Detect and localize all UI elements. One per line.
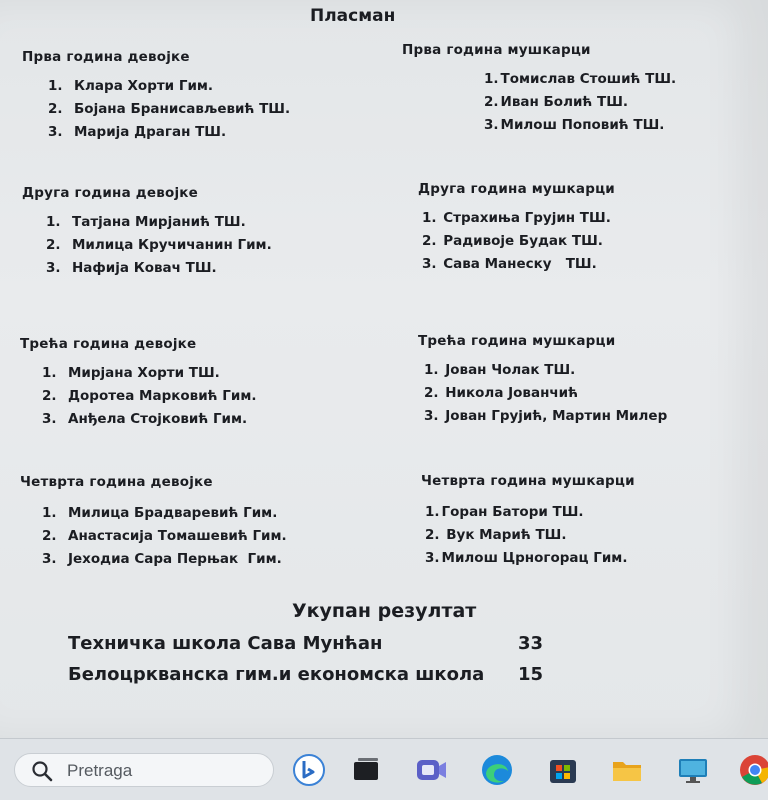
monitor-icon[interactable] <box>676 753 710 787</box>
section-heading: Друга година мушкарци <box>418 181 615 197</box>
school-score: 15 <box>518 664 544 685</box>
section-heading: Четврта година девојке <box>20 474 213 490</box>
list-item: 2. Доротеа Марковић Гим. <box>42 388 257 404</box>
ranking-list <box>422 207 615 276</box>
chrome-icon[interactable] <box>738 753 768 787</box>
list-item: 1. Мирјана Хорти ТШ. <box>42 365 220 381</box>
ranking-list <box>484 68 676 137</box>
list-item: 2. Никола Јованчић <box>424 385 579 401</box>
list-item: 1. Клара Хорти Гим. <box>48 78 214 94</box>
list-item: 2. Вук Марић ТШ. <box>425 527 567 543</box>
ranking-list <box>425 501 635 570</box>
results-title: Укупан резултат <box>292 600 477 622</box>
list-item: 3. Милош Црногорац Гим. <box>425 550 628 566</box>
section-heading: Трећа година девојке <box>20 336 197 352</box>
ranking-list <box>42 362 257 431</box>
school-score: 33 <box>518 633 544 654</box>
section-heading: Четврта година мушкарци <box>421 473 635 489</box>
result-row <box>68 664 548 690</box>
task-view-icon[interactable] <box>349 753 383 787</box>
page-title: Пласман <box>310 6 396 26</box>
list-item: 1. Јован Чолак ТШ. <box>424 362 576 378</box>
edge-icon[interactable] <box>480 753 514 787</box>
school-name: Техничка школа Сава Мунћан <box>68 633 383 654</box>
section-heading: Прва година мушкарци <box>402 42 591 58</box>
list-item: 2. Милица Кручичанин Гим. <box>46 237 272 253</box>
list-item: 3. Сава Манеску ТШ. <box>422 256 597 272</box>
section-fourth-year-girls <box>20 474 287 571</box>
section-first-year-boys <box>402 42 676 137</box>
search-placeholder: Pretraga <box>67 761 133 780</box>
section-third-year-boys <box>418 333 667 428</box>
teams-icon[interactable] <box>414 753 448 787</box>
list-item: 3. Нафија Ковач ТШ. <box>46 260 217 276</box>
file-explorer-icon[interactable] <box>610 753 644 787</box>
list-item: 3. Марија Драган ТШ. <box>48 124 227 140</box>
school-name: Белоцркванска гим.и економска школа <box>68 664 485 685</box>
ranking-list <box>48 75 290 144</box>
list-item: 1. Милица Брадваревић Гим. <box>42 505 278 521</box>
taskbar-search-box[interactable] <box>14 753 274 787</box>
list-item: 1. Татјана Мирјанић ТШ. <box>46 214 246 230</box>
list-item: 1. Горан Батори ТШ. <box>425 504 584 520</box>
taskbar <box>0 738 768 800</box>
ranking-list <box>42 502 287 571</box>
ranking-list <box>46 211 272 280</box>
ranking-list <box>424 359 667 428</box>
section-heading: Друга година девојке <box>22 185 198 201</box>
section-heading: Трећа година мушкарци <box>418 333 616 349</box>
list-item: 2. Анастасија Томашевић Гим. <box>42 528 287 544</box>
list-item: 3. Милош Поповић ТШ. <box>484 117 665 133</box>
section-heading: Прва година девојке <box>22 49 190 65</box>
list-item: 3. Јеходиа Сара Перњак Гим. <box>42 551 282 567</box>
section-third-year-girls <box>20 336 257 431</box>
list-item: 1. Томислав Стошић ТШ. <box>484 71 677 87</box>
store-icon[interactable] <box>546 753 580 787</box>
section-fourth-year-boys <box>421 473 635 570</box>
copilot-icon[interactable] <box>292 753 326 787</box>
section-first-year-girls <box>22 49 290 144</box>
section-second-year-boys <box>418 181 615 276</box>
section-second-year-girls <box>22 185 272 280</box>
list-item: 2. Иван Болић ТШ. <box>484 94 629 110</box>
result-row <box>68 633 548 659</box>
list-item: 1. Страхиња Грујин ТШ. <box>422 210 611 226</box>
search-icon <box>31 760 53 786</box>
list-item: 3. Анђела Стојковић Гим. <box>42 411 248 427</box>
list-item: 2. Бојана Бранисављевић ТШ. <box>48 101 291 117</box>
list-item: 2. Радивоје Будак ТШ. <box>422 233 603 249</box>
list-item: 3. Јован Грујић, Мартин Милер <box>424 408 668 424</box>
